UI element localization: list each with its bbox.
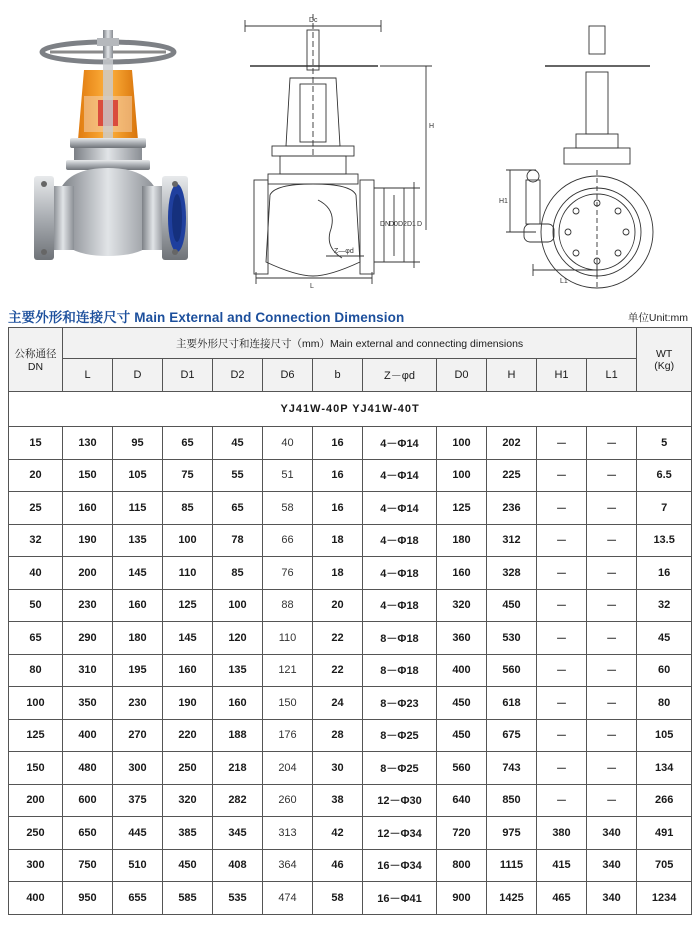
cell-bolt: 4－Φ14: [363, 492, 437, 525]
table-row: [9, 654, 692, 687]
cell-d1: 190: [163, 687, 213, 720]
cell-d2: 65: [213, 492, 263, 525]
cell-l: 480: [63, 752, 113, 785]
cell-h: 975: [487, 817, 537, 850]
cell-b: 38: [313, 784, 363, 817]
cell-wt: 266: [637, 784, 692, 817]
cell-d2: 45: [213, 427, 263, 460]
cell-d1: 85: [163, 492, 213, 525]
series-label: YJ41W-40P YJ41W-40T: [9, 392, 692, 427]
label-d: D: [417, 221, 423, 228]
cell-d1: 160: [163, 654, 213, 687]
cell-l: 950: [63, 882, 113, 915]
cell-l: 650: [63, 817, 113, 850]
cell-bolt: 4－Φ14: [363, 427, 437, 460]
cell-l: 310: [63, 654, 113, 687]
cell-l: 350: [63, 687, 113, 720]
cell-h1: －: [537, 492, 587, 525]
cell-wt: 5: [637, 427, 692, 460]
cell-d6: 176: [263, 719, 313, 752]
cell-wt: 6.5: [637, 459, 692, 492]
cell-h1: －: [537, 524, 587, 557]
cell-h1: －: [537, 752, 587, 785]
col-header-l1: L1: [587, 359, 637, 392]
cell-d2: 188: [213, 719, 263, 752]
table-row: [9, 882, 692, 915]
cell-l: 150: [63, 459, 113, 492]
cell-b: 46: [313, 849, 363, 882]
cell-d2: 160: [213, 687, 263, 720]
cell-l1: 340: [587, 817, 637, 850]
label-l: L: [310, 283, 314, 290]
cell-l: 400: [63, 719, 113, 752]
cell-l1: －: [587, 687, 637, 720]
label-h1: H1: [499, 198, 508, 205]
cell-dn: 100: [9, 687, 63, 720]
cell-d: 115: [113, 492, 163, 525]
cell-d1: 585: [163, 882, 213, 915]
dn-header: 公称通径 DN: [9, 328, 63, 392]
cell-dn: 300: [9, 849, 63, 882]
figures-area: [0, 0, 700, 300]
col-header-l: L: [63, 359, 113, 392]
dimension-table: [8, 327, 692, 915]
cell-l1: －: [587, 752, 637, 785]
col-header-d1: D1: [163, 359, 213, 392]
cell-dn: 125: [9, 719, 63, 752]
cell-d2: 408: [213, 849, 263, 882]
label-d1: D1: [407, 221, 416, 228]
cell-d: 145: [113, 557, 163, 590]
cell-bolt: 12－Φ34: [363, 817, 437, 850]
cell-d2: 218: [213, 752, 263, 785]
cell-l1: 340: [587, 882, 637, 915]
cell-wt: 1234: [637, 882, 692, 915]
table-row: [9, 622, 692, 655]
cell-dn: 40: [9, 557, 63, 590]
cell-b: 30: [313, 752, 363, 785]
cell-d1: 65: [163, 427, 213, 460]
cell-dn: 200: [9, 784, 63, 817]
table-row: [9, 784, 692, 817]
cell-h1: 465: [537, 882, 587, 915]
cell-l1: 340: [587, 849, 637, 882]
cell-l: 160: [63, 492, 113, 525]
cell-d: 135: [113, 524, 163, 557]
cell-l: 200: [63, 557, 113, 590]
cell-bolt: 16－Φ34: [363, 849, 437, 882]
col-header-bolt: Z－φd: [363, 359, 437, 392]
cell-d2: 135: [213, 654, 263, 687]
cell-h: 618: [487, 687, 537, 720]
cell-d: 195: [113, 654, 163, 687]
table-row: [9, 849, 692, 882]
cell-h: 236: [487, 492, 537, 525]
cell-b: 24: [313, 687, 363, 720]
cell-d0: 640: [437, 784, 487, 817]
cell-bolt: 8－Φ23: [363, 687, 437, 720]
cell-d6: 474: [263, 882, 313, 915]
cell-dn: 32: [9, 524, 63, 557]
cell-d0: 720: [437, 817, 487, 850]
cell-d0: 360: [437, 622, 487, 655]
cell-bolt: 4－Φ18: [363, 557, 437, 590]
cell-b: 22: [313, 622, 363, 655]
cell-h: 675: [487, 719, 537, 752]
label-l1: L1: [560, 278, 568, 285]
cell-d2: 100: [213, 589, 263, 622]
cell-bolt: 12－Φ30: [363, 784, 437, 817]
cell-l1: －: [587, 492, 637, 525]
cell-h1: －: [537, 459, 587, 492]
cell-wt: 105: [637, 719, 692, 752]
cell-h1: 415: [537, 849, 587, 882]
cell-b: 16: [313, 459, 363, 492]
cell-wt: 16: [637, 557, 692, 590]
label-dn: DN: [380, 221, 391, 228]
cell-l1: －: [587, 427, 637, 460]
section-heading: 主要外形和连接尺寸 Main External and Connection Dimension: [8, 310, 405, 325]
cell-l: 130: [63, 427, 113, 460]
cell-d: 270: [113, 719, 163, 752]
cell-b: 22: [313, 654, 363, 687]
cell-l1: －: [587, 622, 637, 655]
col-header-b: b: [313, 359, 363, 392]
cell-d6: 66: [263, 524, 313, 557]
cell-d: 105: [113, 459, 163, 492]
cell-d0: 160: [437, 557, 487, 590]
unit-note: 单位Unit:mm: [627, 312, 688, 324]
table-row: [9, 492, 692, 525]
cell-d0: 400: [437, 654, 487, 687]
cell-d1: 145: [163, 622, 213, 655]
cell-b: 20: [313, 589, 363, 622]
cell-bolt: 16－Φ41: [363, 882, 437, 915]
cell-l1: －: [587, 719, 637, 752]
cell-bolt: 8－Φ18: [363, 654, 437, 687]
valve-photo: [34, 30, 188, 260]
label-h: H: [429, 123, 435, 130]
cell-h: 560: [487, 654, 537, 687]
side-view-drawing: [506, 26, 653, 290]
cell-d: 95: [113, 427, 163, 460]
cell-l1: －: [587, 557, 637, 590]
table-row: [9, 427, 692, 460]
cell-d0: 100: [437, 427, 487, 460]
cell-l: 190: [63, 524, 113, 557]
cell-bolt: 4－Φ18: [363, 524, 437, 557]
cell-l1: －: [587, 459, 637, 492]
cell-h: 743: [487, 752, 537, 785]
cell-h1: －: [537, 427, 587, 460]
cell-h: 530: [487, 622, 537, 655]
cell-d1: 450: [163, 849, 213, 882]
cell-d0: 180: [437, 524, 487, 557]
cell-h1: 380: [537, 817, 587, 850]
cell-dn: 50: [9, 589, 63, 622]
cell-dn: 25: [9, 492, 63, 525]
wt-header: WT (Kg): [637, 328, 692, 392]
cell-h: 328: [487, 557, 537, 590]
front-view-drawing: [245, 14, 435, 284]
cell-d6: 88: [263, 589, 313, 622]
cell-dn: 20: [9, 459, 63, 492]
front-view-labels: [309, 17, 434, 290]
cell-h: 850: [487, 784, 537, 817]
cell-d: 655: [113, 882, 163, 915]
cell-d1: 110: [163, 557, 213, 590]
cell-d2: 78: [213, 524, 263, 557]
cell-bolt: 4－Φ14: [363, 459, 437, 492]
cell-d6: 110: [263, 622, 313, 655]
cell-wt: 45: [637, 622, 692, 655]
label-d2: D2: [398, 221, 407, 228]
cell-l1: －: [587, 784, 637, 817]
cell-l: 600: [63, 784, 113, 817]
table-row: [9, 589, 692, 622]
cell-d1: 385: [163, 817, 213, 850]
cell-wt: 13.5: [637, 524, 692, 557]
cell-d2: 85: [213, 557, 263, 590]
col-header-d6: D6: [263, 359, 313, 392]
cell-h: 202: [487, 427, 537, 460]
cell-h1: －: [537, 589, 587, 622]
cell-d6: 121: [263, 654, 313, 687]
cell-dn: 400: [9, 882, 63, 915]
cell-h1: －: [537, 784, 587, 817]
col-header-d: D: [113, 359, 163, 392]
cell-bolt: 8－Φ25: [363, 752, 437, 785]
cell-d6: 40: [263, 427, 313, 460]
cell-d1: 75: [163, 459, 213, 492]
cell-b: 16: [313, 492, 363, 525]
cell-d1: 320: [163, 784, 213, 817]
cell-dn: 80: [9, 654, 63, 687]
cell-d0: 450: [437, 687, 487, 720]
cell-h1: －: [537, 654, 587, 687]
cell-d0: 900: [437, 882, 487, 915]
cell-wt: 491: [637, 817, 692, 850]
cell-wt: 80: [637, 687, 692, 720]
cell-d6: 58: [263, 492, 313, 525]
cell-b: 18: [313, 557, 363, 590]
cell-b: 18: [313, 524, 363, 557]
cell-dn: 15: [9, 427, 63, 460]
cell-dn: 150: [9, 752, 63, 785]
cell-wt: 60: [637, 654, 692, 687]
cell-d6: 313: [263, 817, 313, 850]
cell-d6: 364: [263, 849, 313, 882]
cell-h: 1115: [487, 849, 537, 882]
table-row: [9, 719, 692, 752]
cell-d0: 800: [437, 849, 487, 882]
cell-l: 290: [63, 622, 113, 655]
cell-b: 16: [313, 427, 363, 460]
cell-d1: 125: [163, 589, 213, 622]
cell-l1: －: [587, 589, 637, 622]
cell-d: 180: [113, 622, 163, 655]
cell-h: 1425: [487, 882, 537, 915]
cell-d: 230: [113, 687, 163, 720]
label-bolt: Z—φd: [334, 248, 354, 255]
cell-wt: 134: [637, 752, 692, 785]
cell-dn: 250: [9, 817, 63, 850]
cell-d2: 535: [213, 882, 263, 915]
cell-d2: 282: [213, 784, 263, 817]
cell-l: 230: [63, 589, 113, 622]
cell-d6: 76: [263, 557, 313, 590]
cell-b: 42: [313, 817, 363, 850]
table-row: [9, 752, 692, 785]
table-row: [9, 557, 692, 590]
cell-d1: 220: [163, 719, 213, 752]
cell-d6: 51: [263, 459, 313, 492]
cell-wt: 7: [637, 492, 692, 525]
label-dc: Dc: [309, 17, 318, 24]
cell-b: 58: [313, 882, 363, 915]
cell-h1: －: [537, 719, 587, 752]
col-header-d0: D0: [437, 359, 487, 392]
col-header-d2: D2: [213, 359, 263, 392]
cell-d: 510: [113, 849, 163, 882]
cell-d2: 345: [213, 817, 263, 850]
cell-h1: －: [537, 687, 587, 720]
cell-d0: 450: [437, 719, 487, 752]
cell-l1: －: [587, 654, 637, 687]
cell-d: 375: [113, 784, 163, 817]
dimension-group-header: 主要外形尺寸和连接尺寸（mm）Main external and connecting dimensions: [63, 328, 637, 359]
cell-d6: 150: [263, 687, 313, 720]
cell-h: 312: [487, 524, 537, 557]
cell-d: 300: [113, 752, 163, 785]
cell-d0: 125: [437, 492, 487, 525]
cell-h: 225: [487, 459, 537, 492]
table-row: [9, 817, 692, 850]
cell-bolt: 4－Φ18: [363, 589, 437, 622]
cell-l1: －: [587, 524, 637, 557]
cell-bolt: 8－Φ18: [363, 622, 437, 655]
cell-bolt: 8－Φ25: [363, 719, 437, 752]
cell-d2: 120: [213, 622, 263, 655]
cell-h: 450: [487, 589, 537, 622]
table-row: [9, 524, 692, 557]
cell-h1: －: [537, 557, 587, 590]
cell-h1: －: [537, 622, 587, 655]
cell-l: 750: [63, 849, 113, 882]
cell-d6: 260: [263, 784, 313, 817]
label-d0: D0: [389, 221, 398, 228]
cell-d6: 204: [263, 752, 313, 785]
cell-wt: 32: [637, 589, 692, 622]
cell-d: 445: [113, 817, 163, 850]
table-row: [9, 459, 692, 492]
cell-d0: 560: [437, 752, 487, 785]
col-header-h1: H1: [537, 359, 587, 392]
cell-d0: 100: [437, 459, 487, 492]
cell-d: 160: [113, 589, 163, 622]
cell-d0: 320: [437, 589, 487, 622]
cell-wt: 705: [637, 849, 692, 882]
cell-d1: 250: [163, 752, 213, 785]
col-header-h: H: [487, 359, 537, 392]
cell-dn: 65: [9, 622, 63, 655]
table-row: [9, 687, 692, 720]
cell-b: 28: [313, 719, 363, 752]
cell-d1: 100: [163, 524, 213, 557]
cell-d2: 55: [213, 459, 263, 492]
